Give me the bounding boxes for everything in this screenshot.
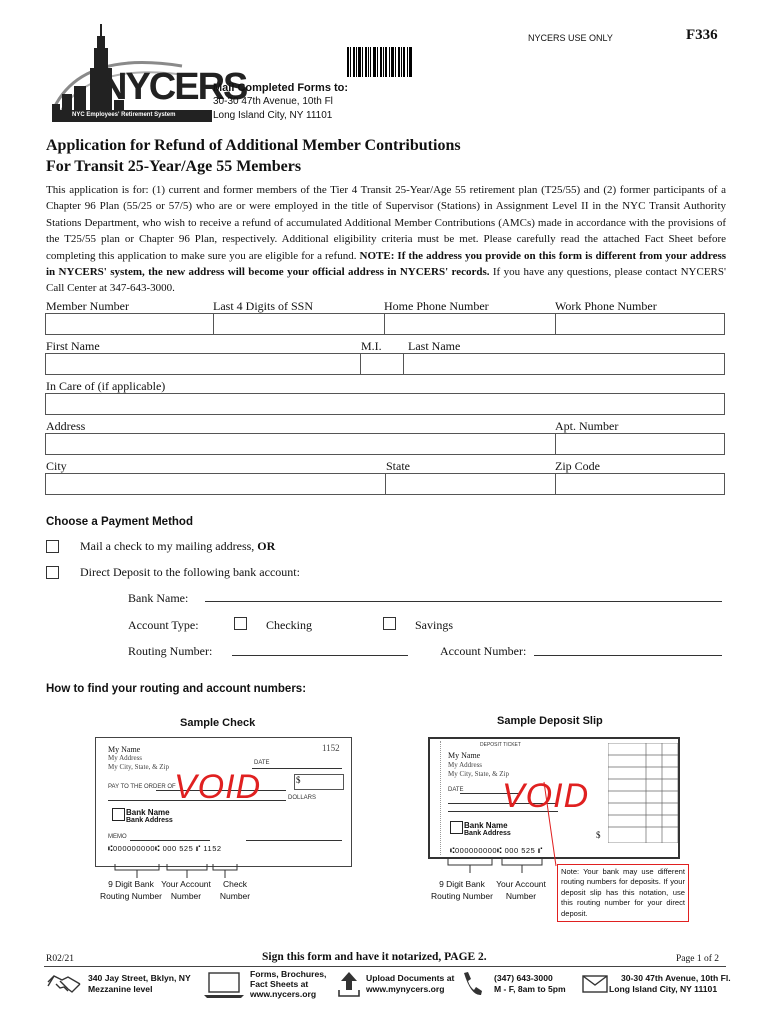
check-number-top: 1152: [322, 743, 340, 753]
ssn-label: Last 4 Digits of SSN: [213, 299, 314, 313]
howto-heading: How to find your routing and account numbers:: [46, 683, 307, 695]
check-dollars-label: DOLLARS: [288, 795, 317, 801]
visit-address-line2: Mezzanine level: [88, 984, 153, 994]
logo-subtitle: NYC Employees' Retirement System: [72, 112, 176, 118]
mi-label: M.I.: [361, 339, 382, 353]
check-payto-label: PAY TO THE ORDER OF: [108, 784, 176, 790]
check-address: My Address: [108, 754, 143, 762]
member-number-label: Member Number: [46, 299, 129, 313]
check-bank-name: Bank Name: [126, 808, 170, 817]
account-type-label: Account Type:: [128, 618, 199, 632]
check-account-caption-1: Your Account: [161, 879, 211, 889]
footer-divider: [44, 966, 726, 967]
slip-dollar-sign: $: [596, 830, 601, 840]
check-memo-line: [130, 840, 210, 841]
in-care-of-label: In Care of (if applicable): [46, 379, 166, 393]
member-number-input[interactable]: [45, 313, 214, 335]
slip-address: My Address: [448, 761, 483, 769]
form-title-line2: For Transit 25-Year/Age 55 Members: [46, 158, 302, 175]
handshake-icon: [46, 972, 82, 996]
payment-method-heading: Choose a Payment Method: [46, 516, 193, 528]
direct-deposit-label: Direct Deposit to the following bank account:: [80, 565, 300, 579]
slip-bank-icon: [450, 821, 463, 834]
apt-input[interactable]: [555, 433, 725, 455]
mi-input[interactable]: [360, 353, 404, 375]
slip-city: My City, State, & Zip: [448, 770, 509, 778]
mail-address-line2: Long Island City, NY 11101: [213, 110, 333, 121]
form-title-line1: Application for Refund of Additional Member Contributions: [46, 137, 461, 154]
web-line2: Fact Sheets at: [250, 979, 309, 989]
slip-name: My Name: [448, 751, 481, 760]
intro-text: This application is for: (1) current and former members of the Tier 4 Transit 25-Year/Age 55 retirement plan (T25/55) and (2) former participants of a Chapter 96 Plan (55/25 or 57/5) who are or were employed in the title of Supervisor (Stations) in Assignment Level II in the NYC Transit Authority Stations Department, who wish to receive a refund of accumulated Additional Member Contributions (AMCs) made in accordance with the provisions of the T25/55 plan or Chapter 96 Plan, respectively. Additional eligibility criteria must be met. Please carefully read the attached Fact Sheet before completing this application to make sure you are eligible for a refund.: [46, 184, 726, 262]
slip-account-caption-1: Your Account: [496, 879, 546, 889]
bank-name-input[interactable]: [205, 601, 722, 602]
zip-label: Zip Code: [555, 459, 600, 473]
slip-date-label: DATE: [448, 787, 464, 793]
ssn-input[interactable]: [213, 313, 385, 335]
zip-input[interactable]: [555, 473, 725, 495]
work-phone-input[interactable]: [555, 313, 725, 335]
mail-footer-line2: Long Island City, NY 11101: [609, 984, 718, 994]
check-city: My City, State, & Zip: [108, 763, 169, 771]
slip-amount-grid: [608, 743, 678, 843]
sample-slip-title: Sample Deposit Slip: [497, 715, 603, 727]
check-amount-box: [294, 774, 344, 790]
intro-note: NOTE: If the address you provide on this form is different from your address in NYCERS' system, the new address will become your official address in NYCERS' records.: [46, 249, 727, 279]
nycers-use-only-label: NYCERS USE ONLY: [528, 33, 613, 43]
mail-footer-line1: 30-30 47th Avenue, 10th Fl.: [621, 973, 731, 983]
account-number-label: Account Number:: [440, 644, 527, 658]
check-account-caption: [155, 878, 217, 902]
slip-routing-caption: [424, 878, 500, 902]
check-routing-caption-2: Routing Number: [100, 891, 162, 901]
form-number: F336: [686, 27, 718, 43]
check-bank-icon: [112, 808, 125, 821]
slip-note-pointer: [540, 780, 560, 870]
logo-wordmark: NYCERS: [100, 66, 247, 108]
check-memo-label: MEMO: [108, 834, 127, 840]
routing-number-input[interactable]: [232, 655, 408, 656]
nycers-logo: [42, 20, 247, 130]
mail-check-label: Mail a check to my mailing address,: [80, 539, 255, 553]
mail-title: Mail Completed Forms to:: [213, 82, 349, 94]
upload-link[interactable]: www.mynycers.org: [366, 984, 445, 994]
slip-routing-caption-1: 9 Digit Bank: [439, 879, 485, 889]
check-number-caption: [212, 878, 258, 902]
check-signature-line: [246, 840, 342, 841]
sample-check: [95, 737, 352, 867]
upload-line1: Upload Documents at: [366, 973, 455, 983]
address-input[interactable]: [45, 433, 556, 455]
state-input[interactable]: [385, 473, 556, 495]
savings-checkbox[interactable]: [383, 617, 396, 630]
slip-routing-caption-2: Routing Number: [431, 891, 493, 901]
slip-bank-name: Bank Name: [464, 821, 508, 830]
slip-brackets: [428, 857, 558, 877]
check-routing-caption-1: 9 Digit Bank: [108, 879, 154, 889]
check-name: My Name: [108, 745, 141, 754]
check-date-label: DATE: [254, 760, 270, 766]
slip-bank-address: Bank Address: [464, 830, 511, 837]
mail-check-option: [80, 539, 275, 554]
laptop-icon: [202, 970, 246, 1000]
checking-label: Checking: [266, 618, 312, 632]
revision-code: R02/21: [46, 954, 74, 964]
mail-address-line1: 30-30 47th Avenue, 10th Fl: [213, 96, 333, 107]
check-date-line: [252, 768, 342, 769]
apt-label: Apt. Number: [555, 419, 619, 433]
check-account-caption-2: Number: [170, 891, 202, 901]
slip-account-caption-2: Number: [505, 891, 537, 901]
home-phone-label: Home Phone Number: [384, 299, 489, 313]
visit-address-line1: 340 Jay Street, Bklyn, NY: [88, 973, 191, 983]
first-name-label: First Name: [46, 339, 100, 353]
envelope-icon: [582, 974, 608, 994]
slip-note: Note: Your bank may use different routing numbers for deposits. If your deposit slip has this notation, use this routing number for your direct deposit.: [557, 864, 689, 922]
web-link[interactable]: www.nycers.org: [250, 989, 317, 999]
or-label: OR: [257, 539, 276, 553]
phone-hours: M - F, 8am to 5pm: [494, 984, 566, 994]
address-label: Address: [46, 419, 86, 433]
direct-deposit-checkbox[interactable]: [46, 566, 59, 579]
page-indicator: Page 1 of 2: [676, 954, 720, 964]
routing-number-label: Routing Number:: [128, 644, 213, 658]
in-care-of-input[interactable]: [45, 393, 725, 415]
city-input[interactable]: [45, 473, 386, 495]
slip-deposit-ticket-label: DEPOSIT TICKET: [480, 742, 521, 748]
home-phone-input[interactable]: [384, 313, 556, 335]
state-label: State: [386, 459, 410, 473]
phone-number: (347) 643-3000: [494, 973, 553, 983]
check-micr-line: ⑆000000000⑆ 000 525 ⑈ 1152: [108, 844, 222, 853]
sample-check-title: Sample Check: [180, 717, 256, 729]
bank-name-label: Bank Name:: [128, 591, 189, 605]
mail-check-checkbox[interactable]: [46, 540, 59, 553]
upload-icon: [337, 970, 361, 998]
phone-icon: [458, 970, 482, 998]
sign-notice: Sign this form and have it notarized, PAGE 2.: [262, 951, 487, 963]
slip-void-stamp: VOID: [502, 777, 590, 815]
check-dollar-sign: $: [296, 775, 301, 785]
intro-paragraph: [46, 182, 726, 297]
work-phone-label: Work Phone Number: [555, 299, 657, 313]
slip-micr-line: ⑆000000000⑆ 000 525 ⑈: [450, 846, 543, 855]
checking-checkbox[interactable]: [234, 617, 247, 630]
savings-label: Savings: [415, 618, 454, 632]
slip-account-caption: [490, 878, 552, 902]
check-number-caption-1: Check: [222, 879, 248, 889]
check-void-stamp: VOID: [174, 768, 262, 806]
web-line1: Forms, Brochures,: [250, 969, 327, 979]
first-name-input[interactable]: [45, 353, 361, 375]
intro-contact: If you have any questions, please contact NYCERS' Call Center at 347-643-3000.: [46, 266, 726, 295]
city-label: City: [46, 459, 67, 473]
barcode: [347, 47, 413, 77]
last-name-label: Last Name: [408, 339, 461, 353]
check-bank-address: Bank Address: [126, 817, 173, 824]
check-number-caption-2: Number: [219, 891, 251, 901]
account-number-input[interactable]: [534, 655, 722, 656]
slip-side-strip: [432, 741, 441, 855]
last-name-input[interactable]: [403, 353, 725, 375]
